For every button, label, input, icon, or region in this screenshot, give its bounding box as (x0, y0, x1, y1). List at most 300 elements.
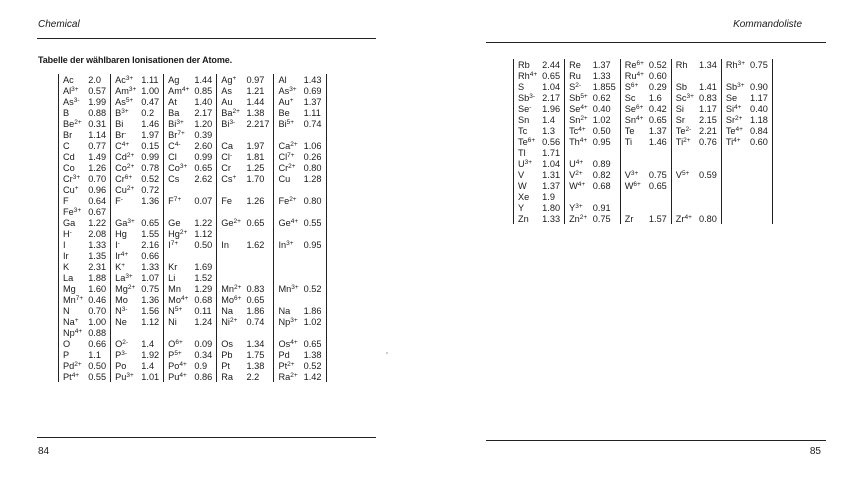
ion-symbol: Ru (569, 70, 581, 81)
ion-radius (696, 202, 721, 213)
ion-symbol: Y (514, 202, 540, 213)
ion-radius: 1.37 (646, 125, 671, 136)
right-page (424, 0, 847, 480)
ion-radius: 0.68 (590, 180, 621, 191)
ion-radius: 0.60 (747, 136, 772, 147)
ion-symbol (164, 184, 192, 195)
ion-radius: 1.56 (138, 305, 163, 316)
table-row (59, 283, 327, 294)
ion-symbol (111, 206, 139, 217)
ion-radius: 1.17 (747, 92, 772, 103)
ion-radius: 1.17 (696, 103, 721, 114)
ion-radius: 0.78 (138, 162, 163, 173)
ion-symbol: $Te^{2-}$ (675, 125, 692, 136)
table-row (514, 125, 773, 136)
ion-radius: 1.70 (243, 173, 274, 184)
ion-symbol: Ge (168, 217, 181, 228)
ion-radius: 0.50 (85, 360, 110, 371)
ion-symbol: Mo (115, 294, 128, 305)
ion-symbol: Ne (115, 316, 127, 327)
ion-radius: 1.22 (191, 217, 216, 228)
ion-radius: 0.80 (301, 195, 326, 206)
ion-radius (243, 129, 274, 140)
table-row (514, 59, 773, 70)
ion-radius: 2.62 (191, 173, 216, 184)
ion-symbol: $Ti^{2+}$ (675, 136, 691, 147)
ion-radius: 1.37 (301, 96, 326, 107)
ion-radius: 2.21 (696, 125, 721, 136)
ion-symbol: $Ge^{4+}$ (278, 217, 299, 228)
ion-symbol: C (59, 140, 86, 151)
ion-symbol (721, 191, 747, 202)
ion-radius (747, 169, 772, 180)
ion-radius (646, 191, 671, 202)
ion-symbol: Po (115, 360, 127, 371)
ion-radius: 1.97 (138, 129, 163, 140)
ion-radius: 1.97 (243, 140, 274, 151)
ion-radius: 1.34 (696, 59, 721, 70)
ion-symbol (274, 228, 301, 239)
ion-symbol: $Zr^{4+}$ (675, 213, 692, 224)
ion-radius: 0.65 (243, 294, 274, 305)
ion-symbol: $Bi^{5+}$ (278, 118, 295, 129)
ion-symbol: Tc (514, 125, 540, 136)
ion-radius: 1.38 (301, 349, 326, 360)
ion-symbol: $Bi^{3-}$ (221, 118, 236, 129)
ion-symbol: $Mn^{7+}$ (59, 294, 86, 305)
ion-symbol: Au+ (278, 96, 294, 107)
ion-radius: 0.65 (646, 180, 671, 191)
ion-radius (301, 272, 326, 283)
ion-radius (243, 327, 274, 338)
ion-radius: 1.41 (696, 81, 721, 92)
ion-radius: 2.31 (85, 261, 110, 272)
ion-radius: 0.91 (590, 202, 621, 213)
ion-symbol: Pt (221, 360, 230, 371)
ion-symbol: Li (168, 272, 176, 283)
ion-radius: 1.20 (191, 118, 216, 129)
ion-symbol: $U^{4+}$ (569, 158, 584, 169)
ion-symbol: Cu (278, 173, 291, 184)
table-row (59, 217, 327, 228)
ion-radius: 2.2 (243, 371, 274, 382)
table-row (59, 195, 327, 206)
ion-symbol (620, 191, 646, 202)
ion-radius: 1.07 (138, 272, 163, 283)
scan-speck (386, 352, 388, 354)
ion-symbol: Te (624, 125, 635, 136)
ion-radius: 1.11 (301, 107, 326, 118)
ion-symbol: $W^{6+}$ (624, 180, 641, 191)
ion-symbol: $S^{2-}$ (569, 81, 581, 92)
ion-radius: 0.69 (301, 85, 326, 96)
ion-symbol: Se- (514, 103, 540, 114)
ion-radius (646, 202, 671, 213)
ion-symbol: $Ca^{2+}$ (278, 140, 298, 151)
ion-radius: 0.95 (590, 136, 621, 147)
ion-radius: 1.4 (539, 114, 564, 125)
ion-symbol: $Al^{3+}$ (59, 85, 86, 96)
ion-symbol: $Sn^{4+}$ (624, 114, 644, 125)
ion-symbol: $U^{3+}$ (514, 158, 540, 169)
table-row (59, 85, 327, 96)
ion-radius: 0.09 (191, 338, 216, 349)
ion-symbol: Xe (514, 191, 540, 202)
ion-symbol: $Se^{4+}$ (569, 103, 588, 114)
ion-radius: 0.39 (191, 129, 216, 140)
ion-radius: 0.77 (85, 140, 110, 151)
ion-symbol: La (59, 272, 86, 283)
ion-radius: 1.4 (138, 360, 163, 371)
ion-radius: 0.40 (590, 103, 621, 114)
ion-radius: 0.65 (243, 217, 274, 228)
ion-radius: 1.71 (539, 147, 564, 158)
ion-symbol: $Np^{4+}$ (59, 327, 86, 338)
ion-symbol (217, 184, 244, 195)
ion-symbol: Zr (624, 213, 634, 224)
ion-radius: 1.6 (646, 92, 671, 103)
ion-symbol: $V^{2+}$ (569, 169, 583, 180)
ion-radius: 0.31 (85, 118, 110, 129)
ion-radius: 1.86 (243, 305, 274, 316)
ion-radius (301, 228, 326, 239)
ion-radius (243, 250, 274, 261)
ion-symbol: $Cd^{2+}$ (115, 151, 135, 162)
ion-radius: 0.65 (138, 217, 163, 228)
ion-symbol: $Mn^{3+}$ (278, 283, 299, 294)
ion-symbol: $Ba^{2+}$ (221, 107, 240, 118)
ion-symbol: $Sn^{2+}$ (569, 114, 588, 125)
ion-radius: 0.26 (301, 151, 326, 162)
ion-radius: 0.68 (191, 294, 216, 305)
ion-symbol: $Rh^{3+}$ (725, 59, 746, 70)
ion-radius: 1.12 (138, 316, 163, 327)
ion-radius: 2.60 (191, 140, 216, 151)
ion-radius: 1.44 (191, 74, 216, 85)
ion-symbol: Sc (624, 92, 636, 103)
ion-symbol (274, 327, 301, 338)
ion-radius (696, 158, 721, 169)
ion-radius: 0.85 (191, 85, 216, 96)
table-row (514, 147, 773, 158)
ion-symbol: $Rh^{4+}$ (514, 70, 540, 81)
ion-symbol: $Ti^{4+}$ (725, 136, 741, 147)
ion-radius: 1.21 (243, 85, 274, 96)
ion-radius: 0.47 (138, 96, 163, 107)
ion-radius: 0.86 (191, 371, 216, 382)
ion-symbol: $Ge^{2+}$ (221, 217, 241, 228)
ion-radius (301, 327, 326, 338)
ion-symbol: $Pd^{2+}$ (59, 360, 86, 371)
ion-radius: 2.217 (243, 118, 274, 129)
ion-symbol: $Cu^{2+}$ (115, 184, 135, 195)
ion-symbol (721, 147, 747, 158)
table-row (59, 327, 327, 338)
ion-symbol: $Sb^{3-}$ (514, 92, 540, 103)
ion-radius: 1.46 (138, 118, 163, 129)
ion-radius: 1.37 (590, 59, 621, 70)
ion-symbol: $Bi^{3+}$ (168, 118, 184, 129)
ion-radius: 2.15 (696, 114, 721, 125)
ion-symbol: $Os^{4+}$ (278, 338, 298, 349)
ion-symbol: $Zn^{2+}$ (569, 213, 588, 224)
ion-radius: 1.88 (85, 272, 110, 283)
ion-symbol (217, 228, 244, 239)
ion-symbol: $Y^{3+}$ (569, 202, 583, 213)
ion-symbol: $Po^{4+}$ (168, 360, 187, 371)
page-number: 84 (38, 446, 50, 457)
ion-symbol: I (59, 239, 86, 250)
ion-symbol (671, 191, 696, 202)
ion-radius (747, 70, 772, 81)
ion-symbol (565, 191, 590, 202)
ion-radius (301, 206, 326, 217)
ion-symbol: $N^{3-}$ (115, 305, 128, 316)
table-row (514, 70, 773, 81)
ion-symbol: $Th^{4+}$ (569, 136, 588, 147)
ion-symbol: V (514, 169, 540, 180)
ion-radius: 0.67 (85, 206, 110, 217)
ion-radius: 0.52 (138, 173, 163, 184)
ion-radius: 0.75 (646, 169, 671, 180)
ion-symbol (721, 158, 747, 169)
ion-radius: 1.33 (539, 213, 564, 224)
ion-symbol: Be (278, 107, 290, 118)
ion-symbol (721, 169, 747, 180)
ion-symbol: Ac (59, 74, 86, 85)
ion-symbol: $Sc^{3+}$ (675, 92, 694, 103)
ion-radius: 0.2 (138, 107, 163, 118)
ion-symbol: $Br^{7+}$ (168, 129, 185, 140)
ion-radius: 1.38 (243, 360, 274, 371)
ion-symbol: Cl (168, 151, 177, 162)
ion-symbol: Rh (675, 59, 688, 70)
ion-symbol: $V^{5+}$ (675, 169, 690, 180)
ion-symbol: Ba (168, 107, 180, 118)
ion-symbol: $Pu^{3+}$ (115, 371, 134, 382)
ion-symbol: Na+ (59, 316, 86, 327)
ion-symbol: $Be^{2+}$ (59, 118, 86, 129)
ion-symbol: $Pt^{4+}$ (59, 371, 86, 382)
ion-symbol: Cs+ (221, 173, 237, 184)
ion-symbol: Ra (221, 371, 234, 382)
ion-symbol: $Si^{4+}$ (725, 103, 742, 114)
ion-radius (747, 158, 772, 169)
ion-symbol: $Pt^{2+}$ (278, 360, 295, 371)
ion-symbol (274, 129, 301, 140)
ion-radius: 0.99 (191, 151, 216, 162)
ion-symbol (721, 180, 747, 191)
ion-radius (590, 191, 621, 202)
ion-symbol: Ag+ (221, 74, 237, 85)
ion-symbol: Cs (168, 173, 180, 184)
ion-symbol: $P^{5+}$ (168, 349, 182, 360)
ion-radius: 0.75 (138, 283, 163, 294)
ion-radius: 0.96 (85, 184, 110, 195)
table-row (59, 338, 327, 349)
table-row (59, 184, 327, 195)
ion-symbol: Ir (59, 250, 86, 261)
ion-radius: 0.84 (747, 125, 772, 136)
ion-symbol: $S^{6+}$ (624, 81, 639, 92)
ion-radius: 1.02 (301, 316, 326, 327)
ion-radius: 0.99 (138, 151, 163, 162)
ion-radius: 0.60 (646, 70, 671, 81)
ion-radius: 0.82 (590, 169, 621, 180)
ion-radius: 0.75 (590, 213, 621, 224)
ion-symbol: S (514, 81, 540, 92)
ion-symbol (620, 158, 646, 169)
ion-radius: 1.24 (191, 316, 216, 327)
ion-radius: 2.08 (85, 228, 110, 239)
ion-radius (646, 147, 671, 158)
ion-radius (747, 191, 772, 202)
ion-symbol: $Ru^{4+}$ (624, 70, 644, 81)
ion-radius: 1.44 (243, 96, 274, 107)
ion-symbol: Fe (221, 195, 232, 206)
ion-symbol: $F^{7+}$ (168, 195, 182, 206)
ion-symbol: $Ac^{3+}$ (115, 74, 134, 85)
header-rule (486, 42, 826, 43)
table-row (514, 169, 773, 180)
ion-symbol: $As^{3-}$ (59, 96, 86, 107)
ion-symbol: Cu+ (59, 184, 86, 195)
ion-symbol: $Se^{6+}$ (624, 103, 644, 114)
ion-radius (696, 70, 721, 81)
ion-symbol: $In^{3+}$ (278, 239, 294, 250)
ion-symbol: F (59, 195, 86, 206)
ion-radius: 1.49 (85, 151, 110, 162)
ion-symbol: K (59, 261, 86, 272)
ion-radius (191, 327, 216, 338)
ion-radius: 0.56 (539, 136, 564, 147)
ion-symbol: $N^{5+}$ (168, 305, 183, 316)
table-row (59, 107, 327, 118)
ion-symbol: $Am^{4+}$ (168, 85, 190, 96)
ion-symbol (721, 213, 747, 224)
ion-symbol (217, 261, 244, 272)
footer-rule (486, 440, 826, 441)
ion-symbol: $Sb^{5+}$ (569, 92, 588, 103)
table-caption: Tabelle der wählbaren Ionisationen der Atome. (38, 55, 233, 65)
ion-symbol (274, 272, 301, 283)
ion-radius: 0.52 (301, 283, 326, 294)
ion-radius: 1.80 (539, 202, 564, 213)
ion-radius: 1.33 (590, 70, 621, 81)
ion-symbol (274, 294, 301, 305)
ion-radius: 0.66 (138, 250, 163, 261)
ion-symbol (164, 327, 192, 338)
ion-radius: 0.95 (301, 239, 326, 250)
ion-symbol: $Am^{3+}$ (115, 85, 137, 96)
ion-symbol: $Cl^{7+}$ (278, 151, 295, 162)
ion-radius: 1.04 (539, 81, 564, 92)
ion-symbol: $Sb^{3+}$ (725, 81, 745, 92)
ion-radius: 0.97 (243, 74, 274, 85)
ion-radius: 0.70 (85, 305, 110, 316)
ion-radius (301, 261, 326, 272)
ion-radius (301, 250, 326, 261)
ion-radius: 2.17 (539, 92, 564, 103)
ion-symbol: $As^{5+}$ (115, 96, 134, 107)
ion-symbol: Se (725, 92, 738, 103)
ion-radius: 0.55 (301, 217, 326, 228)
ion-radius: 1.14 (85, 129, 110, 140)
ion-symbol: $O^{6+}$ (168, 338, 183, 349)
ion-symbol: Au (221, 96, 233, 107)
ion-symbol (620, 147, 646, 158)
ion-radius (191, 184, 216, 195)
ion-radius: 0.9 (191, 360, 216, 371)
table-row (514, 136, 773, 147)
table-row (59, 360, 327, 371)
ion-symbol: $Fe^{2+}$ (278, 195, 297, 206)
ion-radius: 1.96 (539, 103, 564, 114)
table-row (59, 261, 327, 272)
ion-radius (301, 129, 326, 140)
ion-radius: 1.28 (301, 173, 326, 184)
ion-radius: 0.52 (301, 360, 326, 371)
header-rule (37, 38, 376, 39)
ion-symbol: Sb (675, 81, 688, 92)
table-row (59, 250, 327, 261)
ion-radius: 1.36 (138, 195, 163, 206)
running-head: Chemical (38, 19, 80, 30)
ion-radius: 2.44 (539, 59, 564, 70)
ion-symbol: B (59, 107, 86, 118)
ion-radius (747, 147, 772, 158)
ion-radius: 0.80 (301, 162, 326, 173)
ion-symbol: Re (569, 59, 581, 70)
ion-symbol: Cr (221, 162, 231, 173)
ion-radius: 1.22 (85, 217, 110, 228)
ion-symbol (671, 180, 696, 191)
ion-radius: 0.29 (646, 81, 671, 92)
table-row (59, 206, 327, 217)
ion-symbol (274, 250, 301, 261)
ion-radius: 1.31 (539, 169, 564, 180)
ion-radius: 0.50 (590, 125, 621, 136)
ion-radius: 1.52 (191, 272, 216, 283)
ion-radius: 1.26 (243, 195, 274, 206)
table-row (59, 316, 327, 327)
ion-radius: 0.46 (85, 294, 110, 305)
ion-radius: 1.81 (243, 151, 274, 162)
table-row (59, 305, 327, 316)
ion-radius: 1.37 (539, 180, 564, 191)
ion-radius: 0.72 (138, 184, 163, 195)
ion-radius: 1.57 (646, 213, 671, 224)
ion-symbol (217, 129, 244, 140)
ion-symbol: Mg (59, 283, 86, 294)
ion-symbol (274, 206, 301, 217)
ion-radius: 1.46 (646, 136, 671, 147)
ion-symbol (721, 202, 747, 213)
table-row (514, 158, 773, 169)
ion-radius: 0.89 (590, 158, 621, 169)
ion-symbol: Sn (514, 114, 540, 125)
ion-symbol: Mn (168, 283, 181, 294)
ion-symbol: Ca (221, 140, 234, 151)
ion-symbol (111, 327, 139, 338)
ion-symbol: $La^{3+}$ (115, 272, 133, 283)
ion-radius: 1.26 (85, 162, 110, 173)
ion-radius: 0.90 (747, 81, 772, 92)
ion-symbol: Si (675, 103, 684, 114)
ion-radius: 0.88 (85, 327, 110, 338)
page-number: 85 (809, 446, 821, 457)
ion-radius: 0.15 (138, 140, 163, 151)
